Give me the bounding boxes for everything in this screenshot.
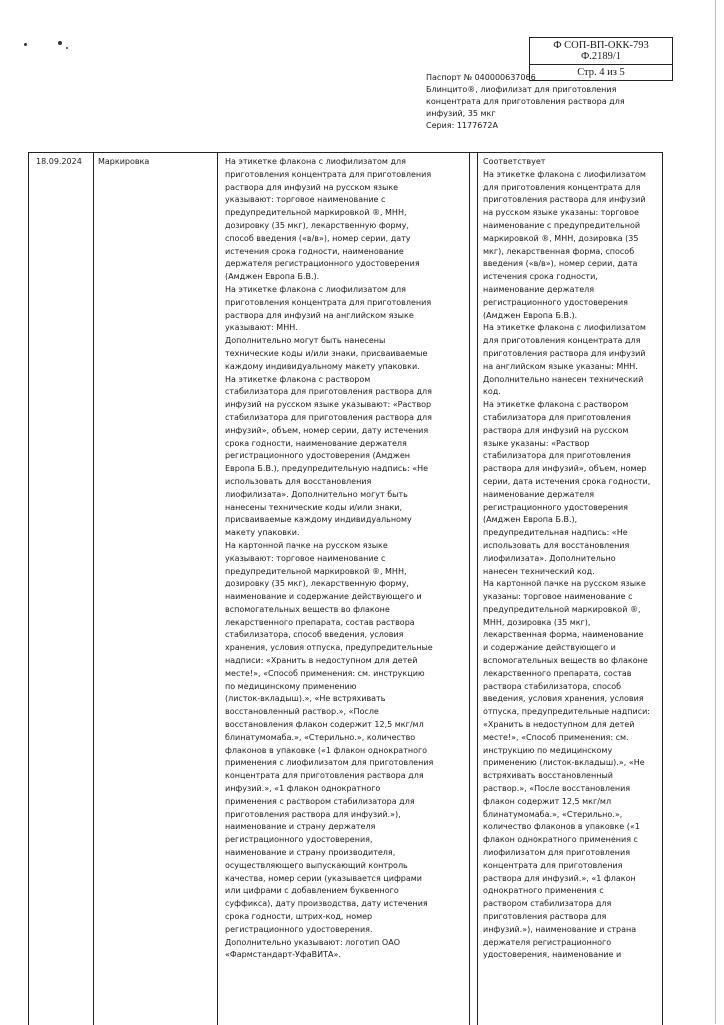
date-cell xyxy=(29,153,94,1025)
scan-speck xyxy=(58,41,62,45)
form-code: Ф СОП-ВП-ОКК-793 Ф.2189/1 xyxy=(553,40,649,62)
requirement-cell xyxy=(218,153,470,1025)
result-text: Соответствует На этикетке флакона с лиофилизатом для приготовления концентрата для приготовления раствора для инфузий на русском языке указаны: торговое наименование с предупредительной маркировкой ®, МНН, дозировка (35 мкг), лекарственная форма, способ введения («в/в»), номер серии, дата истечения срока годности, наименование держателя регистрационного удостоверения (Амджен Европа Б.В.). На этикетке флакона с лиофилизатом для приготовления концентрата для приготовления раствора для инфузий на английском языке указаны: МНН. Дополнительно нанесен технический код. На этикетке флакона с раствором стабилизатора для приготовления раствора для инфузий на русском языке указаны: «Раствор стабилизатора для приготовления раствора для инфузий», объем, номер серии, дата истечения срока годности, наименование держателя регистрационного удостоверения (Амджен Европа Б.В.), предупредительная надпись: «Не использовать для восстановления лиофилизата». Дополнительно нанесен технический код. На картонной пачке на русском языке указаны: торговое наименование с предупредительной маркировкой ®, МНН, дозировка (35 мкг), лекарственная форма, наименование и содержание действующего и вспомогательных веществ во флаконе лекарственного препарата, состав раствора стабилизатора, способ введения, условия хранения, условия отпуска, предупредительные надписи: «Хранить в недоступном для детей месте!», «Способ применения: см. инструкцию по медицинскому применению (листок-вкладыш).», «Не встряхивать восстановленный раствор.», «После восстановления флакон содержит 12,5 мкг/мл блинатумомаба.», «Стерильно.», количество флаконов в упаковке («1 флакон однократного применения с лиофилизатом для приготовления концентрата для приготовления раствора для инфузий.», «1 флакон однократного применения с раствором стабилизатора для приготовления раствора для инфузий.»), наименование и страна держателя регистрационного удостоверения, наименование и xyxy=(483,157,651,960)
requirement-text: На этикетке флакона с лиофилизатом для приготовления концентрата для приготовления раствора для инфузий на русском языке указывают: торговое наименование с предупредительной маркировкой ®, МНН, дозировку (35 мкг), лекарственную форму, способ введения («в/в»), номер серии, дату истечения срока годности, наименование держателя регистрационного удостоверения (Амджен Европа Б.В.). На этикетке флакона с лиофилизатом для приготовления концентрата для приготовления раствора для инфузий на английском языке указывают: МНН. Дополнительно могут быть нанесены технические коды и/или знаки, присваиваемые каждому индивидуальному макету упаковки. На этикетке флакона с раствором стабилизатора для приготовления раствора для инфузий на русском языке указывают: «Раствор стабилизатора для приготовления раствора для инфузий», объем, номер серии, дату истечения срока годности, наименование держателя регистрационного удостоверения (Амджен Европа Б.В.), предупредительную надпись: «Не использовать для восстановления лиофилизата». Дополнительно могут быть нанесены технические коды и/или знаки, присваиваемые каждому индивидуальному макету упаковки. На картонной пачке на русском языке указывают: торговое наименование с предупредительной маркировкой ®, МНН, дозировку (35 мкг), лекарственную форму, наименование и содержание действующего и вспомогательных веществ во флаконе лекарственного препарата, состав раствора стабилизатора, способ введения, условия хранения, условия отпуска, предупредительные надписи: «Хранить в недоступном для детей месте!», «Способ применения: см. инструкцию по медицинскому применению (листок-вкладыш).», «Не встряхивать восстановленный раствор.», «После восстановления флакон содержит 12,5 мкг/мл блинатумомаба.», «Стерильно.», количество флаконов в упаковке («1 флакон однократного применения с лиофилизатом для приготовления концентрата для приготовления раствора для инфузий.», «1 флакон однократного применения с раствором стабилизатора для приготовления раствора для инфузий.»), наименование и страну держателя регистрационного удостоверения, наименование и страну производителя, осуществляющего выпускающий контроль качества, номер серии (указывается цифрами или цифрами с добавлением буквенного суффикса), дату производства, дату истечения срока годности, штрих-код, номер регистрационного удостоверения. Дополнительно указывают: логотип ОАО «Фармстандарт-УфаВИТА». xyxy=(225,157,434,960)
result-cell xyxy=(478,153,662,1025)
indicator-cell xyxy=(94,153,218,1025)
product-name-cont: концентрата для приготовления раствора для xyxy=(426,97,625,106)
product-dose: инфузий, 35 мкг xyxy=(426,109,496,118)
passport-block xyxy=(426,72,636,132)
batch-number: Серия: 1177672А xyxy=(426,121,498,130)
scan-border-line xyxy=(715,0,716,1024)
date-text: 18.09.2024 xyxy=(36,157,82,166)
spacer-cell xyxy=(470,153,478,1025)
scan-speck xyxy=(66,47,68,49)
indicator-text: Маркировка xyxy=(98,157,150,166)
results-table xyxy=(28,152,663,1025)
product-name: Блинцито®, лиофилизат для приготовления xyxy=(426,85,617,94)
passport-number: Паспорт № 040000637066 xyxy=(426,73,536,82)
scan-speck xyxy=(24,43,27,46)
page-number: Стр. 4 из 5 xyxy=(530,64,672,80)
